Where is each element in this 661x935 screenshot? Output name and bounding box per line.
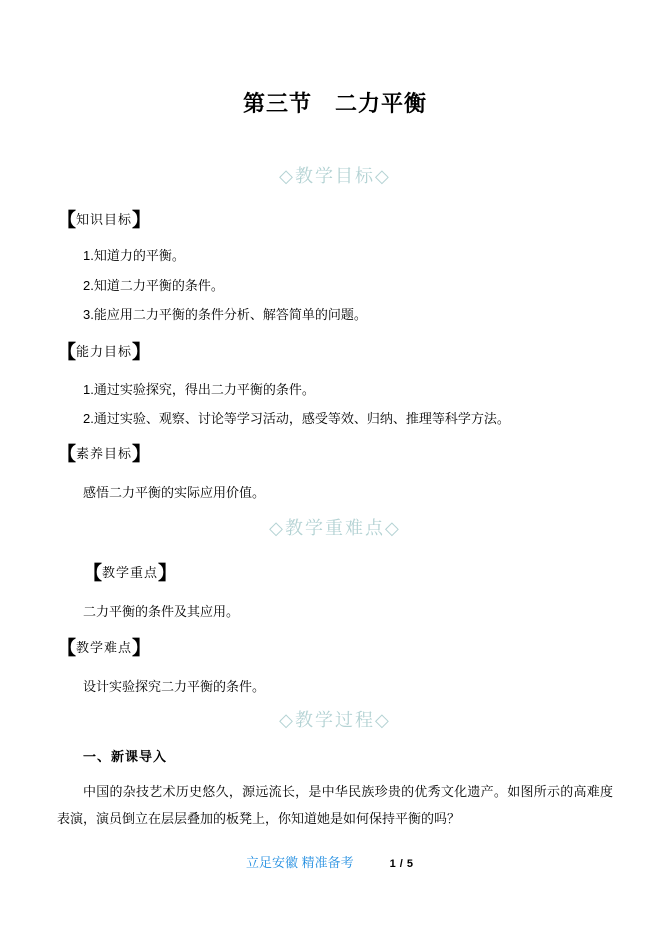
footer-slogan: 立足安徽 精准备考 xyxy=(246,855,354,870)
bracket-close: 】 xyxy=(158,563,178,584)
bracket-close: 】 xyxy=(132,638,152,659)
literacy-objectives-label: 素养目标 xyxy=(76,446,133,461)
bracket-open: 【 xyxy=(57,342,77,363)
knowledge-objective-item: 2.知道二力平衡的条件。 xyxy=(83,278,224,293)
teaching-difficulty-label: 教学难点 xyxy=(76,640,133,655)
bracket-open: 【 xyxy=(57,638,77,659)
teaching-difficulty-header xyxy=(57,636,613,662)
bracket-open: 【 xyxy=(83,563,103,584)
page-current: 1 xyxy=(389,858,396,870)
page-footer xyxy=(0,855,661,872)
teaching-focus-label: 教学重点 xyxy=(102,565,159,580)
heading-teaching-process: ◇教学过程◇ xyxy=(279,710,391,730)
footer-page-number xyxy=(388,858,415,870)
ability-objectives-label: 能力目标 xyxy=(76,344,133,359)
lesson-step-heading: 一、新课导入 xyxy=(83,749,168,764)
heading-teaching-objectives: ◇教学目标◇ xyxy=(279,166,391,186)
page-total: 5 xyxy=(406,858,413,870)
ability-objective-item: 2.通过实验、观察、讨论等学习活动，感受等效、归纳、推理等科学方法。 xyxy=(83,411,510,426)
document-title: 第三节 二力平衡 xyxy=(242,91,427,116)
knowledge-objective-item: 1.知道力的平衡。 xyxy=(83,248,185,263)
bracket-close: 】 xyxy=(132,210,152,231)
teaching-difficulty-item: 设计实验探究二力平衡的条件。 xyxy=(83,679,266,694)
literacy-objectives-header xyxy=(57,442,613,468)
page-separator: / xyxy=(399,858,403,870)
heading-focus-difficulty: ◇教学重难点◇ xyxy=(269,518,401,538)
knowledge-objectives-label: 知识目标 xyxy=(76,212,133,227)
bracket-open: 【 xyxy=(57,210,77,231)
teaching-focus-header xyxy=(57,561,613,587)
knowledge-objective-item: 3.能应用二力平衡的条件分析、解答简单的问题。 xyxy=(83,307,367,322)
ability-objectives-header xyxy=(57,340,613,366)
teaching-focus-item: 二力平衡的条件及其应用。 xyxy=(83,604,240,619)
knowledge-objectives-header xyxy=(57,208,613,234)
bracket-close: 】 xyxy=(132,444,152,465)
literacy-objective-item: 感悟二力平衡的实际应用价值。 xyxy=(83,485,266,500)
ability-objective-item: 1.通过实验探究，得出二力平衡的条件。 xyxy=(83,382,315,397)
lesson-intro-paragraph: 中国的杂技艺术历史悠久，源远流长，是中华民族珍贵的优秀文化遗产。如图所示的高难度表演，演员倒立在层层叠加的板凳上，你知道她是如何保持平衡的吗？ xyxy=(57,784,613,826)
bracket-open: 【 xyxy=(57,444,77,465)
bracket-close: 】 xyxy=(132,342,152,363)
